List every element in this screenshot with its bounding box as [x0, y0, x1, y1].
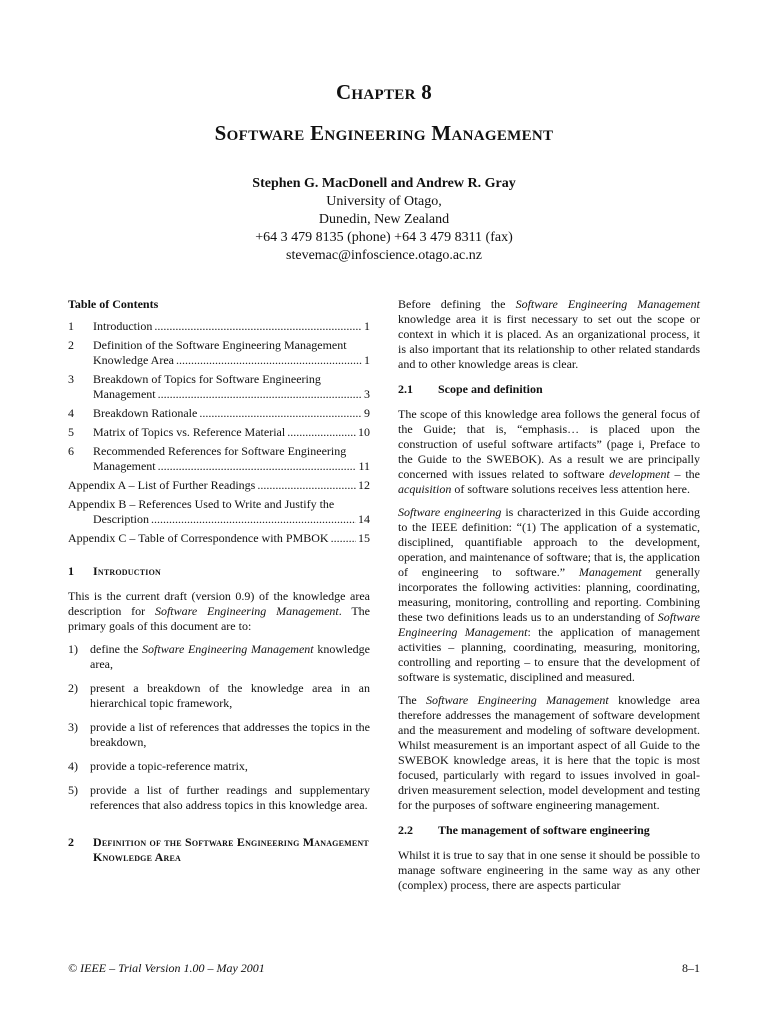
toc-item-page: 10: [358, 425, 370, 439]
paragraph-whilst: Whilst it is true to say that in one sense it should be possible to manage software engineering in the same way as any other (complex) process, there are aspects particular: [398, 848, 700, 892]
toc-item-label: Definition of the Software Engineering Management: [93, 338, 347, 352]
toc-item-label: Appendix B – References Used to Write and Justify the: [68, 497, 335, 511]
toc-item-number: 6: [68, 444, 74, 458]
toc-item-label-cont: Management: [93, 459, 156, 473]
list-item: 3) provide a list of references that addresses the topics in the breakdown,: [68, 720, 370, 749]
toc-item-matrix[interactable]: [68, 425, 370, 440]
intro-paragraph: This is the current draft (version 0.9) of the knowledge area description for Software Engineering Management. The primary goals of this document are to:: [68, 589, 370, 633]
toc-item-label: Recommended References for Software Engineering: [93, 444, 347, 458]
list-item: 1) define the Software Engineering Management knowledge area,: [68, 642, 370, 671]
page-footer: [68, 961, 700, 976]
author-names: Stephen G. MacDonell and Andrew R. Gray: [252, 176, 516, 191]
toc-item-definition[interactable]: [68, 338, 370, 368]
chapter-heading: Chapter 8: [335, 80, 433, 104]
toc-item-number: 4: [68, 406, 74, 420]
toc-item-number: 3: [68, 372, 74, 386]
location: Dunedin, New Zealand: [318, 212, 450, 227]
author-block: [0, 175, 768, 265]
list-item: 2) present a breakdown of the knowledge area in an hierarchical topic framework,: [68, 681, 370, 710]
paragraph-characterized: Software engineering is characterized in this Guide according to the IEEE definition: “(1) The application of a systematic, disciplined, quantifiable approach to the development, operation, and maintenance of software; that is, the application of engineering to software.” Management generally incorporates the following activities: planning, coordinating, measuring, monitoring, controlling and reporting. Combining these two definitions leads us to an understanding of Software Engineering Management: the application of management activities – planning, coordinating, measuring, monitoring, controlling and reporting – to ensure that the development of software is systematic, disciplined and measured.: [398, 505, 700, 684]
subsection-heading-scope: 2.1 Scope and definition: [398, 382, 543, 396]
toc-item-page: 14: [358, 512, 370, 526]
paragraph-scope: The scope of this knowledge area follows the general focus of the Guide; that is, “emphasis… is placed upon the construction of useful software artifacts” (page i, Preface to the Guide to the SWEBOK). As a result we are principally concerned with issues related to software development – the acquisition of software solutions receives less attention here.: [398, 407, 700, 496]
toc-item-label: Introduction: [93, 319, 153, 333]
toc-item-page: 1: [364, 319, 370, 333]
phone-fax: +64 3 479 8135 (phone) +64 3 479 8311 (fax): [255, 230, 513, 245]
toc-item-page: 3: [364, 387, 370, 401]
toc-item-label: Appendix C – Table of Correspondence with PMBOK: [68, 531, 329, 545]
right-column: [398, 297, 700, 901]
toc-item-page: 1: [364, 353, 370, 367]
toc-title: Table of Contents: [68, 297, 159, 311]
page-number: 8–1: [682, 961, 700, 975]
email: stevemac@infoscience.otago.ac.nz: [286, 248, 482, 263]
toc-item-page: 9: [364, 406, 370, 420]
toc-item-label: Appendix A – List of Further Readings: [68, 478, 256, 492]
toc-item-label: Matrix of Topics vs. Reference Material: [93, 425, 286, 439]
toc-item-page: 12: [358, 478, 370, 492]
subsection-heading-management: 2.2 The management of software engineering: [398, 823, 650, 837]
list-item: 5) provide a list of further readings and supplementary references that also address topics in this knowledge area.: [68, 783, 370, 812]
toc-item-label-cont: Knowledge Area: [93, 353, 174, 367]
toc-item-page: 11: [358, 459, 370, 473]
toc-item-number: 5: [68, 425, 74, 439]
left-column: [68, 297, 370, 875]
list-item: 4) provide a topic-reference matrix,: [68, 759, 248, 773]
toc-item-label-cont: Management: [93, 387, 156, 401]
toc-item-number: 1: [68, 319, 74, 333]
toc-item-label: Breakdown Rationale: [93, 406, 198, 420]
toc-item-breakdown[interactable]: [68, 372, 370, 402]
section-number: 2: [68, 835, 74, 849]
toc-item-appendix-a[interactable]: [68, 478, 370, 493]
toc-item-rationale[interactable]: [68, 406, 370, 421]
section-number: 1: [68, 564, 74, 578]
section-heading-introduction: [68, 564, 370, 579]
affiliation: University of Otago,: [326, 194, 442, 209]
toc-item-number: 2: [68, 338, 74, 352]
chapter-title: Software Engineering Management: [214, 121, 554, 145]
section-title: Definition of the Software Engineering Management Knowledge Area: [93, 835, 369, 864]
section-title: Introduction: [93, 564, 161, 578]
toc-item-label: Breakdown of Topics for Software Engineering: [93, 372, 321, 386]
paragraph-before-defining: Before defining the Software Engineering Management knowledge area it is first necessary to set out the scope or context in which it is placed. As an organizational process, it is also important that its relationship to other related standards and to other knowledge areas is clear.: [398, 297, 700, 371]
toc-item-label-cont: Description: [93, 512, 149, 526]
toc-item-appendix-b[interactable]: [68, 497, 370, 527]
toc-item-references[interactable]: [68, 444, 370, 474]
paragraph-therefore: The Software Engineering Management knowledge area therefore addresses the management of software development and the measurement and modeling of software development. Whilst measurement is an important aspect of all Guide to the SWEBOK knowledge areas, it is here that the topic is most focused, particularly with regard to issues involved in goal-driven measurement selection, model development and testing for the purposes of software engineering management.: [398, 693, 700, 812]
section-heading-definition: [68, 835, 370, 865]
footer-copyright: © IEEE – Trial Version 1.00 – May 2001: [68, 961, 265, 975]
toc-item-page: 15: [358, 531, 370, 545]
toc-item-introduction[interactable]: [68, 319, 370, 334]
toc-item-appendix-c[interactable]: [68, 531, 370, 546]
